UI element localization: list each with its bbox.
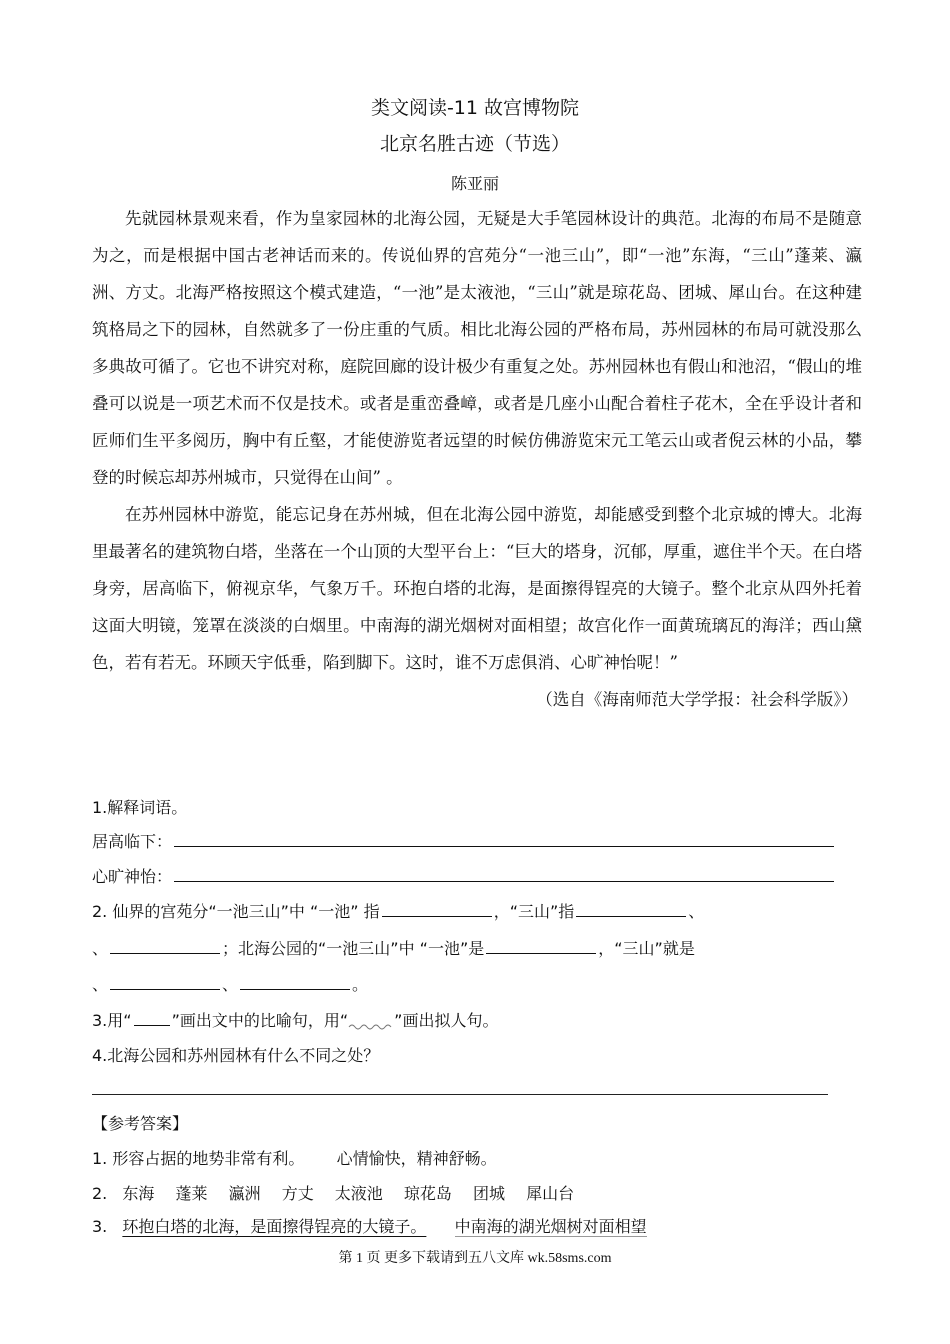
- straight-underline-sample: [134, 1024, 170, 1026]
- page-footer: 第 1 页 更多下载请到五八文库 wk.58sms.com: [338, 1251, 612, 1266]
- answer-blank[interactable]: [174, 845, 834, 847]
- author-name: 陈亚丽: [450, 174, 499, 193]
- answers-heading: 【参考答案】: [92, 1114, 189, 1133]
- question-4: 4.北海公园和苏州园林有什么不同之处？: [92, 1046, 380, 1065]
- question-text: 、: [92, 939, 109, 958]
- question-2-line-1: [92, 899, 704, 922]
- question-text: ；北海公园的“一池三山”中 “一池”是: [222, 939, 485, 958]
- answer-blank[interactable]: [240, 988, 350, 990]
- answer-blank[interactable]: [382, 915, 492, 917]
- question-1a: [92, 829, 836, 852]
- question-text: 、: [222, 975, 239, 994]
- question-2-line-2: [92, 936, 695, 959]
- question-2-line-3: [92, 972, 368, 995]
- answer-blank[interactable]: [486, 952, 596, 954]
- answer-1: [92, 1146, 497, 1169]
- answer-3: [92, 1214, 647, 1237]
- answer-blank[interactable]: [110, 988, 220, 990]
- document-title: 类文阅读-11 故宫博物院: [370, 97, 580, 119]
- answer-blank[interactable]: [174, 880, 834, 882]
- question-text: ，“三山”就是: [598, 939, 695, 958]
- passage-paragraph-2: 在苏州园林中游览，能忘记身在苏州城，但在北海公园中游览，却能感受到整个北京城的博大。北海里最著名的建筑物白塔，坐落在一个山顶的大型平台上：“巨大的塔身，沉郁，厚重，遮住半个天。在白塔身旁，居高临下，俯视京华，气象万千。环抱白塔的北海，是面擦得锃亮的大镜子。整个北京从四外托着这面大明镜，笼罩在淡淡的白烟里。中南海的湖光烟树对面相望；故宫化作一面黄琉璃瓦的海洋；西山黛色，若有若无。环顾天宇低垂，陷到脚下。这时，谁不万虑俱消、心旷神怡呢！”: [92, 505, 862, 672]
- answer-item: 犀山台: [526, 1184, 575, 1203]
- answer-blank[interactable]: [576, 915, 686, 917]
- question-text: 、: [688, 902, 705, 921]
- term-label: 居高临下：: [92, 832, 173, 851]
- passage-title: 北京名胜古迹（节选）: [379, 133, 570, 155]
- question-text: 、: [92, 975, 109, 994]
- answer-number: 3.: [92, 1217, 108, 1236]
- answer-item: 瀛洲: [228, 1184, 261, 1203]
- question-text: 2. 仙界的宫苑分“一池三山”中 “一池” 指: [92, 902, 380, 921]
- term-label: 心旷神怡：: [92, 867, 173, 886]
- question-text: ，“三山”指: [493, 902, 575, 921]
- answer-item: 太液池: [334, 1184, 383, 1203]
- answer-item: 蓬莱: [175, 1184, 208, 1203]
- question-text: ”画出拟人句。: [394, 1011, 499, 1030]
- reading-passage: [92, 200, 862, 718]
- answer-blank[interactable]: [110, 952, 220, 954]
- answer-item: 东海: [122, 1184, 155, 1203]
- personification-sentence: 中南海的湖光烟树对面相望: [454, 1217, 647, 1236]
- answer-item: 琼花岛: [403, 1184, 452, 1203]
- passage-paragraph-1: 先就园林景观来看，作为皇家园林的北海公园，无疑是大手笔园林设计的典范。北海的布局不是随意为之，而是根据中国古老神话而来的。传说仙界的宫苑分“一池三山”，即“一池”东海，“三山”蓬莱、瀛洲、方丈。北海严格按照这个模式建造，“一池”是太液池，“三山”就是琼花岛、团城、犀山台。在这种建筑格局之下的园林，自然就多了一份庄重的气质。相比北海公园的严格布局，苏州园林的布局可就没那么多典故可循了。它也不讲究对称，庭院回廊的设计极少有重复之处。苏州园林也有假山和池沼，“假山的堆叠可以说是一项艺术而不仅是技术。或者是重峦叠嶂，或者是几座小山配合着柱子花木，全在乎设计者和匠师们生平多阅历，胸中有丘壑，才能使游览者远望的时候仿佛游览宋元工笔云山或者倪云林的小品，攀登的时候忘却苏州城市，只觉得在山间” 。: [92, 209, 862, 487]
- answer-2: [92, 1181, 590, 1204]
- question-text: ”画出文中的比喻句，用“: [171, 1011, 349, 1030]
- metaphor-sentence: 环抱白塔的北海，是面擦得锃亮的大镜子。: [122, 1217, 427, 1236]
- question-1: 1.解释词语。: [92, 798, 188, 817]
- answer-number: 2.: [92, 1184, 108, 1203]
- answer-line[interactable]: [92, 1094, 828, 1095]
- wavy-underline-sample: [348, 1018, 394, 1030]
- question-1b: [92, 864, 836, 887]
- question-3: [92, 1008, 498, 1031]
- question-text: 。: [352, 975, 369, 994]
- answer-item: 方丈: [281, 1184, 314, 1203]
- answer-text: 形容占据的地势非常有利。: [112, 1149, 305, 1168]
- answer-text: 心情愉快，精神舒畅。: [336, 1149, 497, 1168]
- question-text: 3.用“: [92, 1011, 132, 1030]
- answer-number: 1.: [92, 1149, 108, 1168]
- passage-source: （选自《海南师范大学学报：社会科学版》）: [536, 690, 858, 709]
- answer-item: 团城: [473, 1184, 506, 1203]
